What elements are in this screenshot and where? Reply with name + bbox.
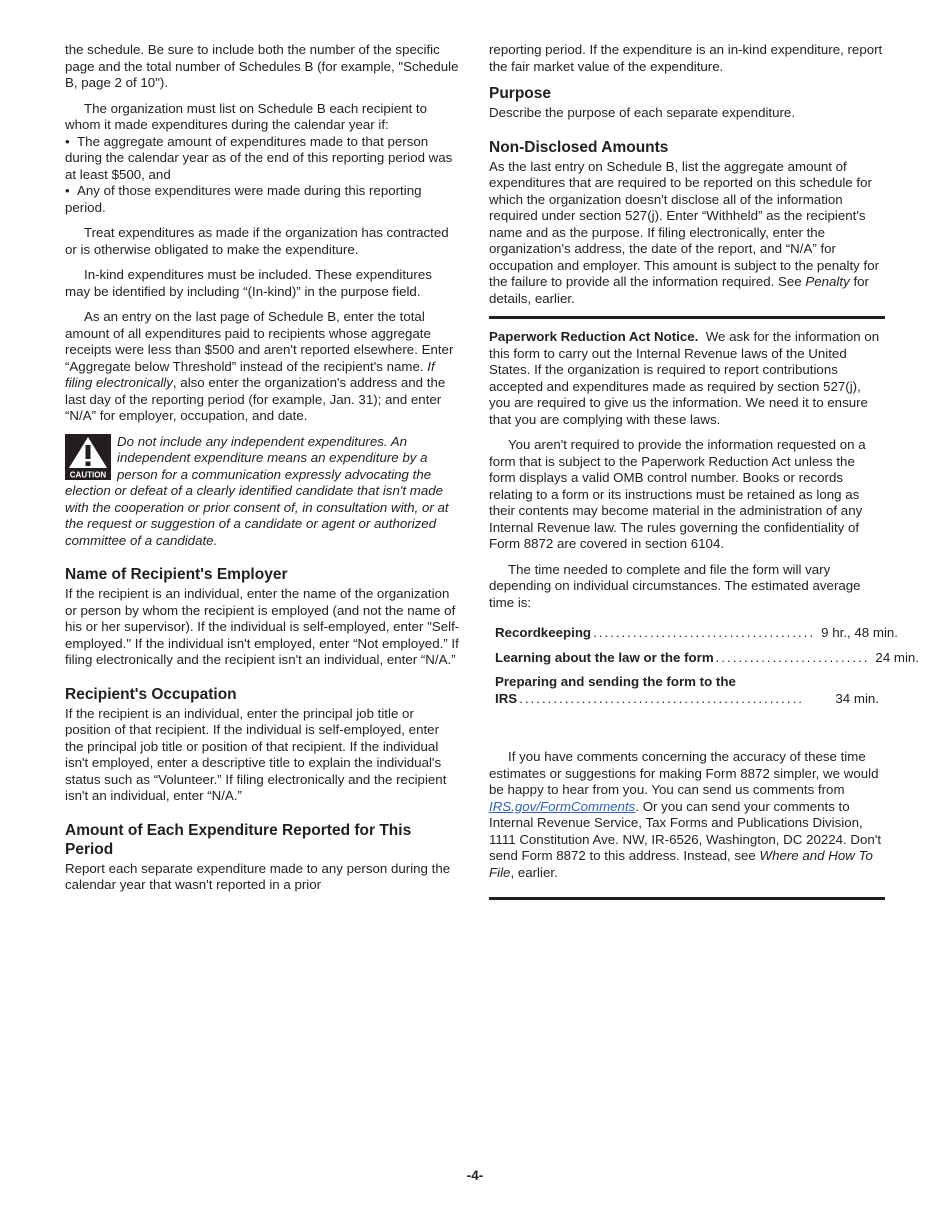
paragraph-in-kind: In-kind expenditures must be included. These expenditures may be identified by including “(In-kind)” in the purpose field. xyxy=(65,267,432,299)
paragraph-amount-expenditure: Report each separate expenditure made to any person during the calendar year that wasn't reported in a prior xyxy=(65,860,451,892)
paragraph-treat-expenditures: Treat expenditures as made if the organization has contracted or is otherwise obligated to make the expenditure. xyxy=(65,225,449,257)
paragraph-recipient-occupation: If the recipient is an individual, enter the principal job title or position of that recipient. If the individual is self-employed, enter the principal job title or position of that recipient. If the individual isn't employed, enter a descriptive title to explain the individual's status such as “Volunteer.” If filing electronically and the recipient isn't an individual, enter “N/A.” xyxy=(65,705,447,803)
paragraph-non-disclosed: As the last entry on Schedule B, list the aggregate amount of expenditures that are required to be reported on this schedule for which the organization doesn't disclose all of the information required under section 527(j). Enter “Withheld” as the recipient's name and as the purpose. If filing electronically, enter the organization's address, the date of the report, and “N/A” for occupation and employer. This amount is subject to the penalty for the failure to provide all the information required. See Penalty for details, earlier. xyxy=(489,158,880,306)
heading-amount-expenditure: Amount of Each Expenditure Reported for This Period xyxy=(65,821,412,858)
section-divider xyxy=(489,316,885,319)
time-row-preparing: Preparing and sending the form to the IRS .................................................. 34 min. xyxy=(495,674,879,706)
left-column xyxy=(65,42,460,903)
caution-icon xyxy=(65,434,111,480)
caution-text: Do not include any independent expenditures. An independent expenditure means an expenditure by a person for a communication expressly advocating the election or defeat of a clearly identified candidate that isn't made with the cooperation or prior consent of, in consultation with, or at the request or suggestion of a candidate or agent or authorized committee of a candidate. xyxy=(65,433,449,548)
heading-recipient-employer: Name of Recipient's Employer xyxy=(65,566,288,583)
caution-label: CAUTION xyxy=(69,470,107,479)
paragraph-list-recipients: The organization must list on Schedule B each recipient to whom it made expenditures during the calendar year if: xyxy=(65,100,427,132)
paragraph-schedule-page: the schedule. Be sure to include both the number of the specific page and the total number of Schedules B (for example, "Schedule B, page 2 of 10"). xyxy=(65,42,459,90)
bullet-reporting-period: • Any of those expenditures were made during this reporting period. xyxy=(65,183,422,215)
bullet-aggregate: • The aggregate amount of expenditures made to that person during the calendar year as of the end of this reporting period was at least $500, and xyxy=(65,133,453,182)
heading-recipient-occupation: Recipient's Occupation xyxy=(65,685,237,703)
caution-note xyxy=(65,434,460,550)
heading-purpose: Purpose xyxy=(489,85,552,102)
paragraph-aggregate-threshold: As an entry on the last page of Schedule B, enter the total amount of all expenditures paid to recipients whose aggregate receipts were less than $500 and aren't reported elsewhere. Enter “Aggregate below Threshold” instead of the recipient's name. If filing electronically, also enter the organization's address and the last day of the reporting period (for example, Jan. 31); and enter “N/A” for employer, occupation, and date. xyxy=(65,309,454,423)
page-number: -4- xyxy=(466,1168,484,1183)
paragraph-time-estimate: The time needed to complete and file the form will vary depending on individual circumstances. The estimated average time is: xyxy=(489,561,861,610)
paragraph-in-kind-value: reporting period. If the expenditure is an in-kind expenditure, report the fair market value of the expenditure. xyxy=(489,42,883,74)
paragraph-recipient-employer: If the recipient is an individual, enter the name of the organization or person by whom the recipient is employed (and not the name of his or her supervisor). If the individual is self-employed, enter "Self-employed." If the individual isn't employed, enter “Not employed.” If filing electronically and the recipient isn't an individual, enter “N/A.” xyxy=(65,586,460,667)
paragraph-comments: If you have comments concerning the accuracy of these time estimates or suggestions for making Form 8872 simpler, we would be happy to hear from you. You can send us comments from IRS.gov/FormComments. Or you can send your comments to Internal Revenue Service, Tax Forms and Publications Division, 1111 Constitution Ave. NW, IR-6526, Washington, DC 20224. Don't send Form 8872 to this address. Instead, see Where and How To File, earlier. xyxy=(489,749,882,880)
paragraph-paperwork-notice: Paperwork Reduction Act Notice. We ask for the information on this form to carry out the Internal Revenue laws of the United States. If the organization is required to report contributions accepted and expenditures made as required by section 527(j), you are required to give us the information. We need it to ensure that you are complying with these laws. xyxy=(489,329,880,427)
time-estimate-table xyxy=(495,625,920,707)
paragraph-purpose: Describe the purpose of each separate expenditure. xyxy=(489,105,796,120)
paragraph-omb: You aren't required to provide the information requested on a form that is subject to the Paperwork Reduction Act unless the form displays a valid OMB control number. Books or records relating to a form or its instructions must be retained as long as their contents may become material in the administration of any Internal Revenue law. The rules governing the confidentiality of Form 8872 are covered in section 6104. xyxy=(489,437,866,551)
time-row-recordkeeping: Recordkeeping ....................................... 9 hr., 48 min. xyxy=(495,625,899,640)
right-column xyxy=(489,42,920,910)
heading-non-disclosed: Non-Disclosed Amounts xyxy=(489,138,669,156)
time-row-learning: Learning about the law or the form ........................... 24 min. xyxy=(495,649,920,665)
form-comments-link[interactable]: IRS.gov/FormComments xyxy=(489,798,636,814)
end-divider xyxy=(489,897,885,900)
